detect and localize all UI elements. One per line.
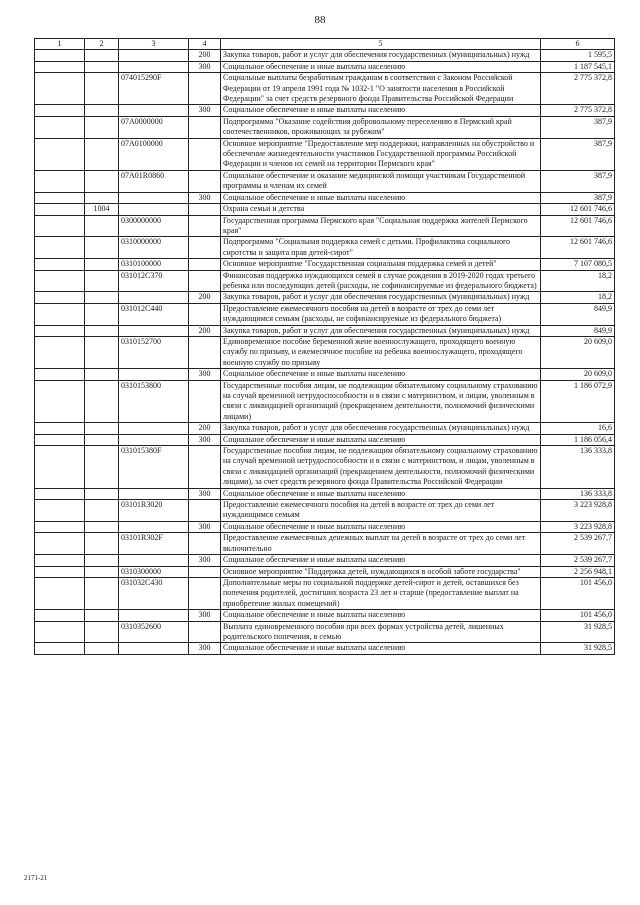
- amount-cell: 12 601 746,6: [541, 204, 615, 215]
- item-name-cell: Основное мероприятие "Предоставление мер поддержки, направленных на обустройство и обеспечение жизнедеятельности участников Государственной программы Российской Федерации и членов их семей на территории Пермского края": [221, 138, 541, 170]
- item-name-cell: Социальное обеспечение и иные выплаты населению: [221, 643, 541, 654]
- item-name-cell: Государственная программа Пермского края "Социальная поддержка жителей Пермского края": [221, 215, 541, 237]
- section-cell: [35, 325, 85, 336]
- target-article-cell: 07А0100000: [119, 138, 189, 170]
- section-cell: [35, 434, 85, 445]
- amount-cell: 31 928,5: [541, 621, 615, 643]
- target-article-cell: [119, 50, 189, 61]
- item-name-cell: Основное мероприятие "Поддержка детей, нуждающихся в особой заботе государства": [221, 566, 541, 577]
- target-article-cell: [119, 325, 189, 336]
- subsection-cell: [85, 237, 119, 259]
- expense-type-cell: [189, 566, 221, 577]
- expense-type-cell: 300: [189, 192, 221, 203]
- subsection-cell: [85, 259, 119, 270]
- amount-cell: 2 539 267,7: [541, 533, 615, 555]
- section-cell: [35, 192, 85, 203]
- table-row: [35, 170, 615, 192]
- target-article-cell: [119, 204, 189, 215]
- expense-type-cell: [189, 138, 221, 170]
- item-name-cell: Государственные пособия лицам, не подлежащим обязательному социальному страхованию на случай временной нетрудоспособности и в связи с материнством, и лицам, уволенным в связи с ликвидацией организаций (прекращением деятельности, полномочий физическими лицами), за счет средств резервного фонда Правительства Российской Федерации: [221, 446, 541, 489]
- subsection-cell: [85, 215, 119, 237]
- table-row: [35, 423, 615, 434]
- subsection-cell: [85, 292, 119, 303]
- target-article-cell: [119, 434, 189, 445]
- subsection-cell: [85, 643, 119, 654]
- table-row: [35, 643, 615, 654]
- section-cell: [35, 643, 85, 654]
- item-name-cell: Социальное обеспечение и иные выплаты населению: [221, 521, 541, 532]
- section-cell: [35, 423, 85, 434]
- section-cell: [35, 521, 85, 532]
- table-row: [35, 73, 615, 105]
- amount-cell: 387,9: [541, 192, 615, 203]
- target-article-cell: [119, 369, 189, 380]
- section-cell: [35, 292, 85, 303]
- amount-cell: 2 775 372,8: [541, 73, 615, 105]
- section-cell: [35, 380, 85, 423]
- table-row: [35, 303, 615, 325]
- section-cell: [35, 621, 85, 643]
- table-row: [35, 446, 615, 489]
- expense-type-cell: [189, 336, 221, 368]
- subsection-cell: [85, 325, 119, 336]
- section-cell: [35, 105, 85, 116]
- item-name-cell: Дополнительные меры по социальной поддержке детей-сирот и детей, оставшихся без попечения родителей, достигших возраста 23 лет и старше (предоставление выплат на приобретение жилых помещений): [221, 577, 541, 609]
- section-cell: [35, 204, 85, 215]
- target-article-cell: 0310100000: [119, 259, 189, 270]
- section-cell: [35, 259, 85, 270]
- target-article-cell: [119, 555, 189, 566]
- col-header-1: 1: [35, 39, 85, 50]
- expense-type-cell: 300: [189, 369, 221, 380]
- item-name-cell: Единовременное пособие беременной жене военнослужащего, проходящего военную службу по призыву, и ежемесячное пособие на ребенка военнослужащего, проходящего военную службу по призыву: [221, 336, 541, 368]
- item-name-cell: Социальное обеспечение и иные выплаты населению: [221, 610, 541, 621]
- amount-cell: 18,2: [541, 292, 615, 303]
- item-name-cell: Государственные пособия лицам, не подлежащим обязательному социальному страхованию на случай временной нетрудоспособности и в связи с материнством, и лицам, уволенным в связи с ликвидацией организаций (прекращением деятельности, полномочий физическими лицами): [221, 380, 541, 423]
- table-row: [35, 380, 615, 423]
- amount-cell: 2 256 948,1: [541, 566, 615, 577]
- subsection-cell: [85, 73, 119, 105]
- target-article-cell: [119, 610, 189, 621]
- expense-type-cell: 200: [189, 325, 221, 336]
- amount-cell: 3 223 928,8: [541, 500, 615, 522]
- expense-type-cell: [189, 500, 221, 522]
- amount-cell: 20 609,0: [541, 369, 615, 380]
- subsection-cell: [85, 380, 119, 423]
- table-header-row: [35, 39, 615, 50]
- expense-type-cell: [189, 170, 221, 192]
- target-article-cell: [119, 192, 189, 203]
- expense-type-cell: 200: [189, 50, 221, 61]
- target-article-cell: 031032С430: [119, 577, 189, 609]
- target-article-cell: 07А0000000: [119, 116, 189, 138]
- section-cell: [35, 303, 85, 325]
- amount-cell: 18,2: [541, 270, 615, 292]
- subsection-cell: [85, 521, 119, 532]
- expense-type-cell: [189, 446, 221, 489]
- table-row: [35, 566, 615, 577]
- table-row: [35, 621, 615, 643]
- expense-type-cell: 300: [189, 105, 221, 116]
- amount-cell: 1 186 056,4: [541, 434, 615, 445]
- table-row: [35, 577, 615, 609]
- section-cell: [35, 138, 85, 170]
- col-header-6: 6: [541, 39, 615, 50]
- col-header-3: 3: [119, 39, 189, 50]
- item-name-cell: Предоставление ежемесячных денежных выплат на детей в возрасте от трех до семи лет включительно: [221, 533, 541, 555]
- amount-cell: 20 609,0: [541, 336, 615, 368]
- target-article-cell: 0310153800: [119, 380, 189, 423]
- target-article-cell: 0310352600: [119, 621, 189, 643]
- col-header-4: 4: [189, 39, 221, 50]
- subsection-cell: [85, 488, 119, 499]
- expense-type-cell: [189, 259, 221, 270]
- item-name-cell: Социальное обеспечение и иные выплаты населению: [221, 192, 541, 203]
- section-cell: [35, 369, 85, 380]
- target-article-cell: 031012С440: [119, 303, 189, 325]
- section-cell: [35, 610, 85, 621]
- amount-cell: 3 223 928,8: [541, 521, 615, 532]
- subsection-cell: [85, 336, 119, 368]
- subsection-cell: 1004: [85, 204, 119, 215]
- table-row: [35, 215, 615, 237]
- col-header-2: 2: [85, 39, 119, 50]
- amount-cell: 136 333,8: [541, 488, 615, 499]
- amount-cell: 7 107 080,5: [541, 259, 615, 270]
- table-row: [35, 369, 615, 380]
- item-name-cell: Социальное обеспечение и иные выплаты населению: [221, 434, 541, 445]
- expense-type-cell: [189, 303, 221, 325]
- table-row: [35, 292, 615, 303]
- expense-type-cell: 200: [189, 423, 221, 434]
- amount-cell: 101 456,0: [541, 577, 615, 609]
- target-article-cell: 0310152700: [119, 336, 189, 368]
- table-row: [35, 488, 615, 499]
- expense-type-cell: [189, 116, 221, 138]
- amount-cell: 849,9: [541, 325, 615, 336]
- item-name-cell: Социальное обеспечение и иные выплаты населению: [221, 555, 541, 566]
- table-row: [35, 105, 615, 116]
- subsection-cell: [85, 116, 119, 138]
- section-cell: [35, 566, 85, 577]
- table-row: [35, 555, 615, 566]
- item-name-cell: Подпрограмма "Социальная поддержка семей с детьми. Профилактика социального сиротства и защита прав детей-сирот": [221, 237, 541, 259]
- item-name-cell: Охрана семьи и детства: [221, 204, 541, 215]
- expense-type-cell: [189, 577, 221, 609]
- subsection-cell: [85, 369, 119, 380]
- subsection-cell: [85, 192, 119, 203]
- target-article-cell: [119, 423, 189, 434]
- subsection-cell: [85, 434, 119, 445]
- target-article-cell: 0300000000: [119, 215, 189, 237]
- amount-cell: 12 601 746,6: [541, 215, 615, 237]
- section-cell: [35, 116, 85, 138]
- subsection-cell: [85, 533, 119, 555]
- amount-cell: 136 333,8: [541, 446, 615, 489]
- target-article-cell: 031012С370: [119, 270, 189, 292]
- subsection-cell: [85, 555, 119, 566]
- table-row: [35, 270, 615, 292]
- target-article-cell: 03101R302F: [119, 533, 189, 555]
- section-cell: [35, 336, 85, 368]
- expense-type-cell: 300: [189, 488, 221, 499]
- amount-cell: 387,9: [541, 116, 615, 138]
- amount-cell: 849,9: [541, 303, 615, 325]
- section-cell: [35, 237, 85, 259]
- page-number: 88: [314, 14, 326, 26]
- expense-type-cell: 300: [189, 610, 221, 621]
- target-article-cell: [119, 488, 189, 499]
- amount-cell: 16,6: [541, 423, 615, 434]
- item-name-cell: Основное мероприятие "Государственная социальная поддержка семей и детей": [221, 259, 541, 270]
- section-cell: [35, 488, 85, 499]
- item-name-cell: Закупка товаров, работ и услуг для обеспечения государственных (муниципальных) нужд: [221, 325, 541, 336]
- amount-cell: 101 456,0: [541, 610, 615, 621]
- table-row: [35, 521, 615, 532]
- item-name-cell: Социальное обеспечение и иные выплаты населению: [221, 61, 541, 72]
- section-cell: [35, 500, 85, 522]
- expense-type-cell: 300: [189, 555, 221, 566]
- target-article-cell: [119, 521, 189, 532]
- expense-type-cell: 200: [189, 292, 221, 303]
- expense-type-cell: [189, 533, 221, 555]
- amount-cell: 31 928,5: [541, 643, 615, 654]
- item-name-cell: Социальное обеспечение и иные выплаты населению: [221, 105, 541, 116]
- target-article-cell: [119, 643, 189, 654]
- table-row: [35, 434, 615, 445]
- expense-type-cell: 300: [189, 434, 221, 445]
- expense-type-cell: [189, 204, 221, 215]
- amount-cell: 1 186 072,9: [541, 380, 615, 423]
- subsection-cell: [85, 446, 119, 489]
- amount-cell: 2 539 267,7: [541, 555, 615, 566]
- expense-type-cell: 300: [189, 521, 221, 532]
- target-article-cell: 0310300000: [119, 566, 189, 577]
- amount-cell: 387,9: [541, 138, 615, 170]
- item-name-cell: Выплата единовременного пособия при всех формах устройства детей, лишенных родительского попечения, в семью: [221, 621, 541, 643]
- table-row: [35, 500, 615, 522]
- item-name-cell: Закупка товаров, работ и услуг для обеспечения государственных (муниципальных) нужд: [221, 423, 541, 434]
- amount-cell: 1 187 545,1: [541, 61, 615, 72]
- subsection-cell: [85, 303, 119, 325]
- item-name-cell: Закупка товаров, работ и услуг для обеспечения государственных (муниципальных) нужд: [221, 50, 541, 61]
- section-cell: [35, 577, 85, 609]
- section-cell: [35, 446, 85, 489]
- table-row: [35, 204, 615, 215]
- expense-type-cell: [189, 237, 221, 259]
- table-row: [35, 192, 615, 203]
- target-article-cell: [119, 105, 189, 116]
- amount-cell: 2 775 372,8: [541, 105, 615, 116]
- amount-cell: 1 595,5: [541, 50, 615, 61]
- budget-table: [34, 38, 615, 655]
- table-row: [35, 61, 615, 72]
- section-cell: [35, 73, 85, 105]
- item-name-cell: Социальное обеспечение и иные выплаты населению: [221, 369, 541, 380]
- item-name-cell: Социальное обеспечение и иные выплаты населению: [221, 488, 541, 499]
- section-cell: [35, 533, 85, 555]
- target-article-cell: [119, 292, 189, 303]
- expense-type-cell: [189, 270, 221, 292]
- table-row: [35, 325, 615, 336]
- section-cell: [35, 215, 85, 237]
- expense-type-cell: [189, 621, 221, 643]
- target-article-cell: [119, 61, 189, 72]
- item-name-cell: Предоставление ежемесячного пособия на детей в возрасте от трех до семи лет нуждающимся семьям (расходы, не софинансируемые из федерального бюджета): [221, 303, 541, 325]
- col-header-5: 5: [221, 39, 541, 50]
- target-article-cell: 031015380F: [119, 446, 189, 489]
- section-cell: [35, 61, 85, 72]
- footer-code: 2171-21: [24, 874, 48, 882]
- subsection-cell: [85, 170, 119, 192]
- item-name-cell: Социальное обеспечение и оказание медицинской помощи участникам Государственной программы и членам их семей: [221, 170, 541, 192]
- section-cell: [35, 170, 85, 192]
- expense-type-cell: 300: [189, 61, 221, 72]
- expense-type-cell: [189, 73, 221, 105]
- table-row: [35, 237, 615, 259]
- table-row: [35, 116, 615, 138]
- item-name-cell: Закупка товаров, работ и услуг для обеспечения государственных (муниципальных) нужд: [221, 292, 541, 303]
- target-article-cell: 074015290F: [119, 73, 189, 105]
- subsection-cell: [85, 423, 119, 434]
- subsection-cell: [85, 500, 119, 522]
- amount-cell: 12 601 746,6: [541, 237, 615, 259]
- subsection-cell: [85, 577, 119, 609]
- subsection-cell: [85, 621, 119, 643]
- section-cell: [35, 270, 85, 292]
- expense-type-cell: 300: [189, 643, 221, 654]
- subsection-cell: [85, 138, 119, 170]
- table-row: [35, 259, 615, 270]
- table-row: [35, 138, 615, 170]
- amount-cell: 387,9: [541, 170, 615, 192]
- subsection-cell: [85, 270, 119, 292]
- table-row: [35, 336, 615, 368]
- table-row: [35, 533, 615, 555]
- target-article-cell: 0310000000: [119, 237, 189, 259]
- item-name-cell: Предоставление ежемесячного пособия на детей в возрасте от трех до семи лет нуждающимся семьям: [221, 500, 541, 522]
- table-row: [35, 610, 615, 621]
- section-cell: [35, 555, 85, 566]
- target-article-cell: 03101R3020: [119, 500, 189, 522]
- item-name-cell: Финансовая поддержка нуждающихся семей в случае рождения в 2019-2020 годах третьего ребенка или последующих детей (расходы, не софинансируемые из федерального бюджета): [221, 270, 541, 292]
- subsection-cell: [85, 105, 119, 116]
- subsection-cell: [85, 566, 119, 577]
- table-row: [35, 50, 615, 61]
- target-article-cell: 07А01R0860: [119, 170, 189, 192]
- expense-type-cell: [189, 380, 221, 423]
- item-name-cell: Подпрограмма "Оказание содействия добровольному переселению в Пермский край соотечественников, проживающих за рубежом": [221, 116, 541, 138]
- subsection-cell: [85, 610, 119, 621]
- subsection-cell: [85, 50, 119, 61]
- subsection-cell: [85, 61, 119, 72]
- item-name-cell: Социальные выплаты безработным гражданам в соответствии с Законом Российской Федерации от 19 апреля 1991 года № 1032-1 "О занятости населения в Российской Федерации" за счет средств резервного фонда Правительства Российской Федерации: [221, 73, 541, 105]
- section-cell: [35, 50, 85, 61]
- expense-type-cell: [189, 215, 221, 237]
